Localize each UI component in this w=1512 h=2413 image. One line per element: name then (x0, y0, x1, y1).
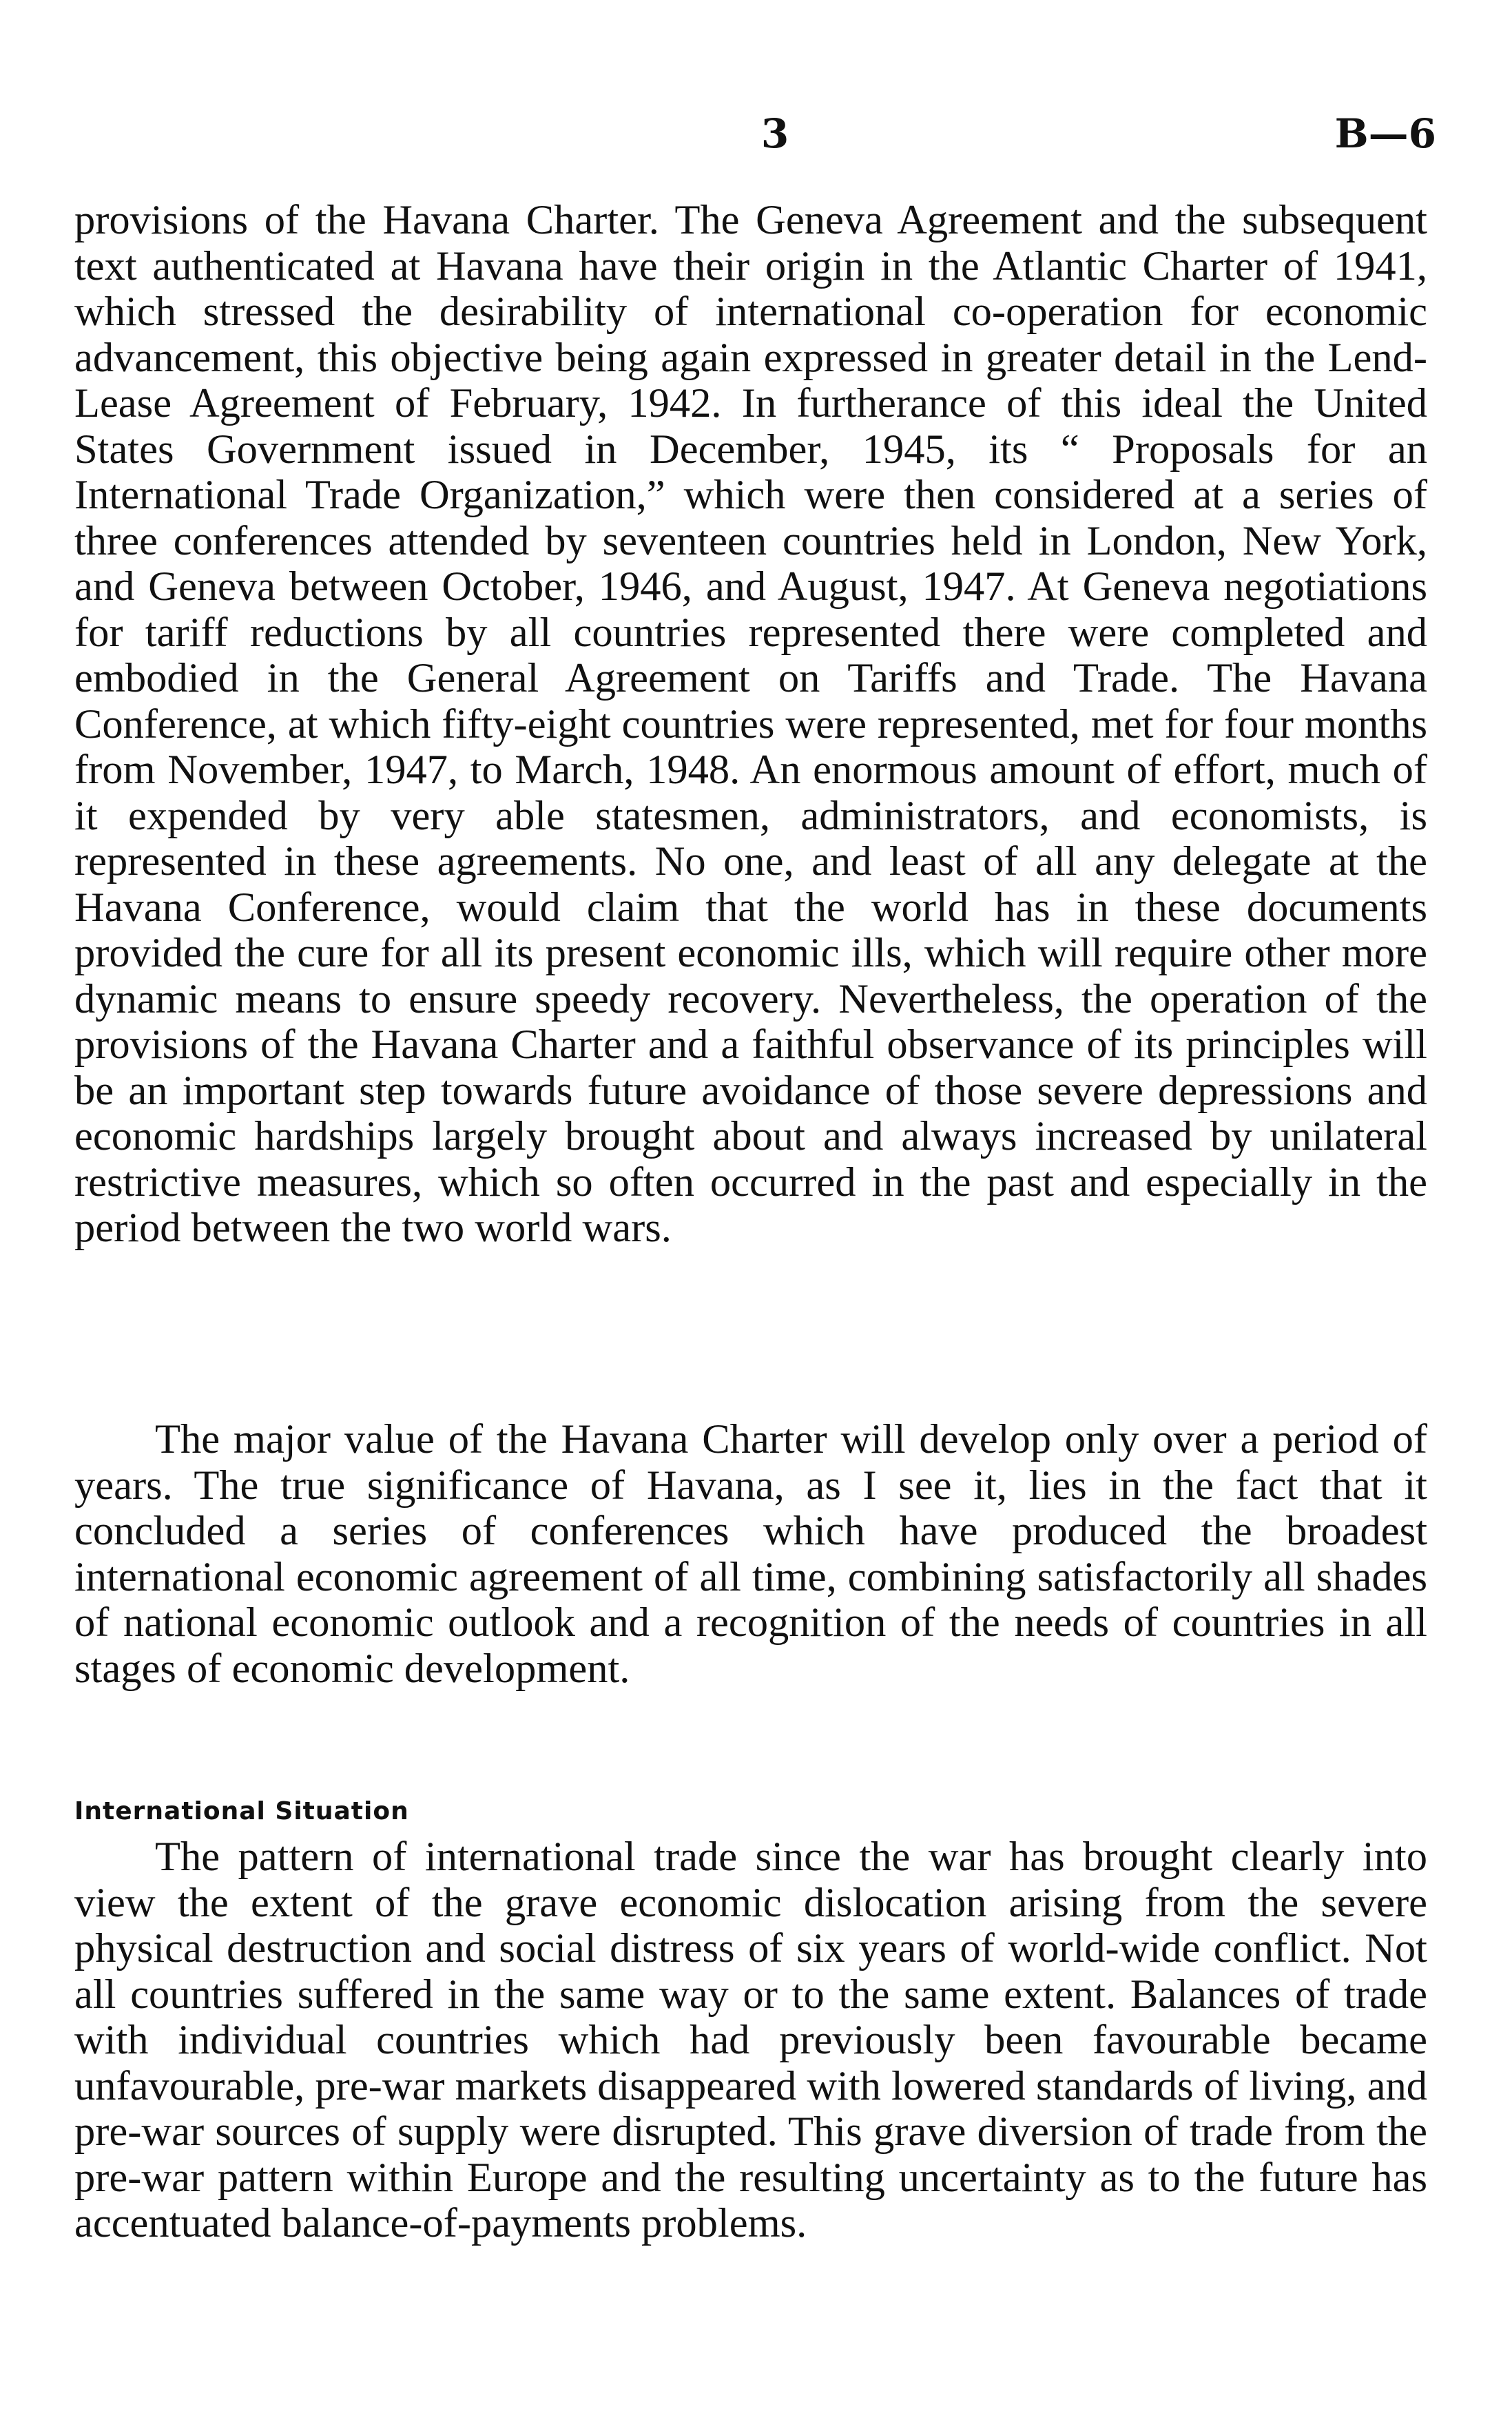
paragraph-continuation: provisions of the Havana Charter. The Geneva Agreement and the subsequent text authenticated at Havana have their origin in the Atlantic Charter of 1941, which stressed the desirability of international co-operation for economic advancement, this objective being again expressed in greater detail in the Lend-Lease Agreement of February, 1942. In furtherance of this ideal the United States Government issued in December, 1945, its “ Proposals for an International Trade Organization,” which were then considered at a series of three conferences attended by seventeen countries held in London, New York, and Geneva between October, 1946, and August, 1947. At Geneva negotiations for tariff reductions by all countries represented there were completed and embodied in the General Agreement on Tariffs and Trade. The Havana Conference, at which fifty-eight countries were represented, met for four months from November, 1947, to March, 1948. An enormous amount of effort, much of it expended by very able statesmen, administrators, and economists, is represented in these agreements. No one, and least of all any delegate at the Havana Conference, would claim that the world has in these documents provided the cure for all its present economic ills, which will require other more dynamic means to ensure speedy recovery. Nevertheless, the operation of the provisions of the Havana Charter and a faithful observance of its principles will be an important step towards future avoidance of those severe depressions and economic hardships largely brought about and always increased by unilateral restrictive measures, which so often occurred in the past and especially in the period between the two world wars. (74, 197, 1427, 1251)
section-heading: International Situation (74, 1797, 409, 1825)
paragraph-trade-pattern: The pattern of international trade since the war has brought clearly into view the extent of the grave economic dislocation arising from the severe physical destruction and social distress of six years of world-wide conflict. Not all countries suffered in the same way or to the same extent. Balances of trade with individual countries which had previously been favourable became unfavourable, pre-war markets disappeared with lowered standards of living, and pre-war sources of supply were disrupted. This grave diversion of trade from the pre-war pattern within Europe and the resulting uncertainty as to the future has accentuated balance-of-payments problems. (74, 1834, 1427, 2246)
page-number: 3 (760, 110, 789, 157)
paragraph-havana-value: The major value of the Havana Charter will develop only over a period of years. The true significance of Havana, as I see it, lies in the fact that it concluded a series of conferences which have produced the broadest international economic agreement of all time, combining satisfactorily all shades of national economic outlook and a recognition of the needs of countries in all stages of economic development. (74, 1416, 1427, 1692)
page-reference: B—6 (1334, 110, 1436, 157)
